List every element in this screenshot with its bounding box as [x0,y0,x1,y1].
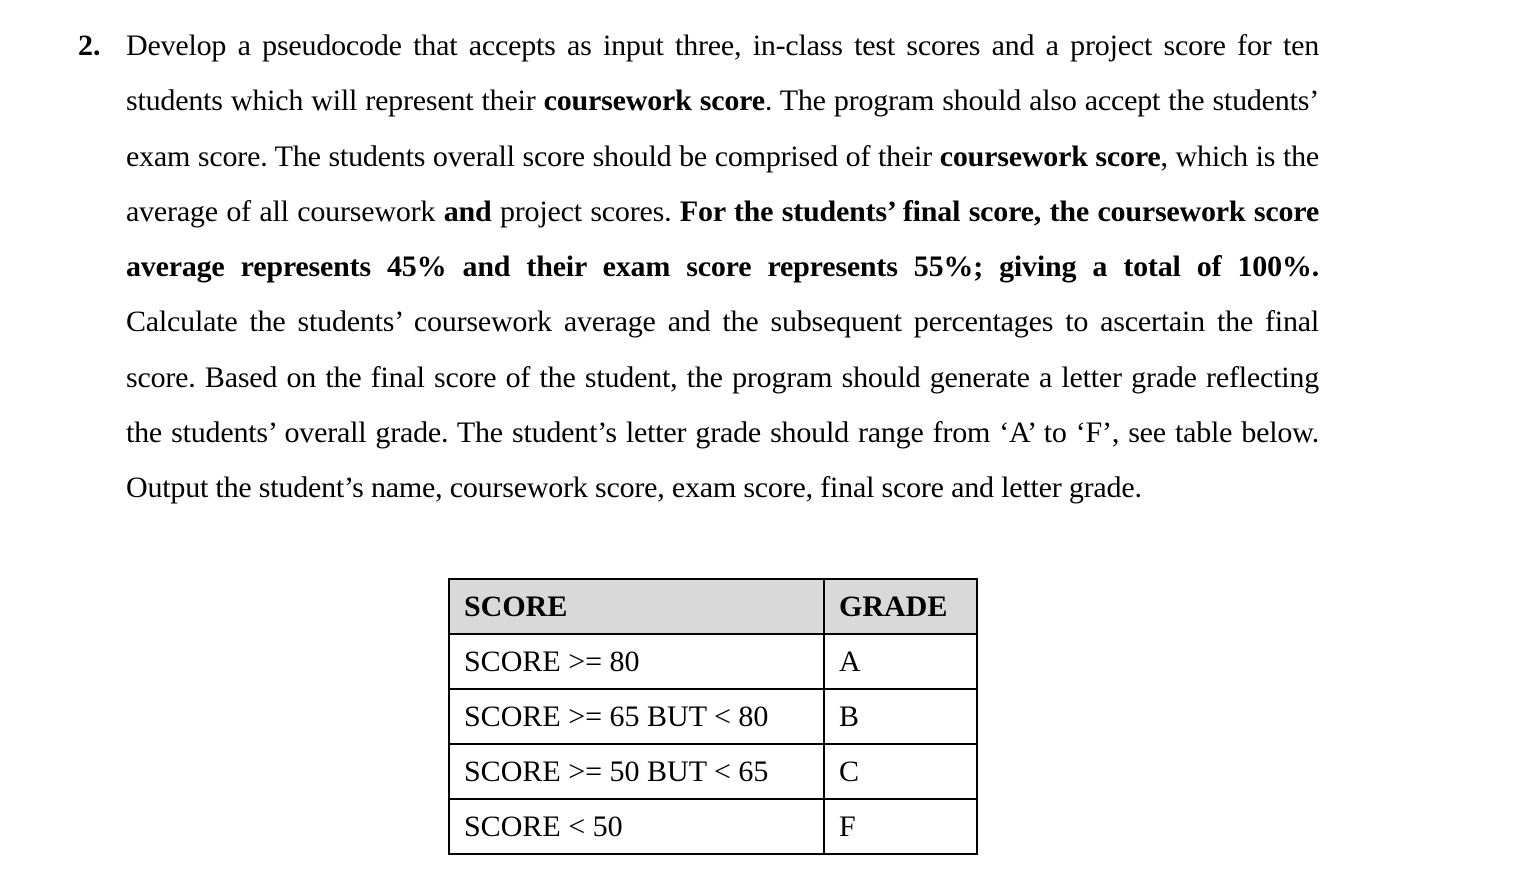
grade-cell: C [824,744,977,799]
question-number: 2. [78,29,101,62]
table-row [449,689,977,744]
grade-table [448,578,978,855]
question-text-segment: , which is the average of all coursework [126,139,1319,228]
grade-table-header-row [449,579,977,634]
question-text [126,18,1319,516]
score-cell: SCORE >= 65 BUT < 80 [449,689,824,744]
grade-cell: B [824,689,977,744]
score-cell: SCORE >= 80 [449,634,824,689]
question-text-segment: Develop a pseudocode that accepts as input three, in-class test scores and a project score for ten students which will represent their [126,29,1319,118]
grade-cell: A [824,634,977,689]
question-text-segment: project scores. [491,194,680,228]
question-text-bold-segment: For the students’ final score, the coursework score average represents 45% and their exam score represents 55%; giving a total of 100%. [126,194,1319,284]
table-row [449,634,977,689]
table-row [449,744,977,799]
score-column-header: SCORE [449,579,824,634]
question-text-bold-segment: coursework score [939,139,1161,173]
grade-column-header: GRADE [824,579,977,634]
question-text-segment: Calculate the students’ coursework average and the subsequent percentages to ascertain the final score. Based on the final score of the student, the program should generate a letter grade reflecting the students’ overall grade. The student’s letter grade should range from ‘A’ to ‘F’, see table below. Output the student’s name, coursework score, exam score, final score and letter grade. [126,305,1319,505]
question-text-bold-segment: and [443,194,492,228]
table-row [449,799,977,854]
question-text-bold-segment: coursework score [543,84,765,118]
score-cell: SCORE >= 50 BUT < 65 [449,744,824,799]
score-cell: SCORE < 50 [449,799,824,854]
question-text-segment: . The program should also accept the students’ exam score. The students overall score should be comprised of their [126,84,1319,173]
grade-cell: F [824,799,977,854]
